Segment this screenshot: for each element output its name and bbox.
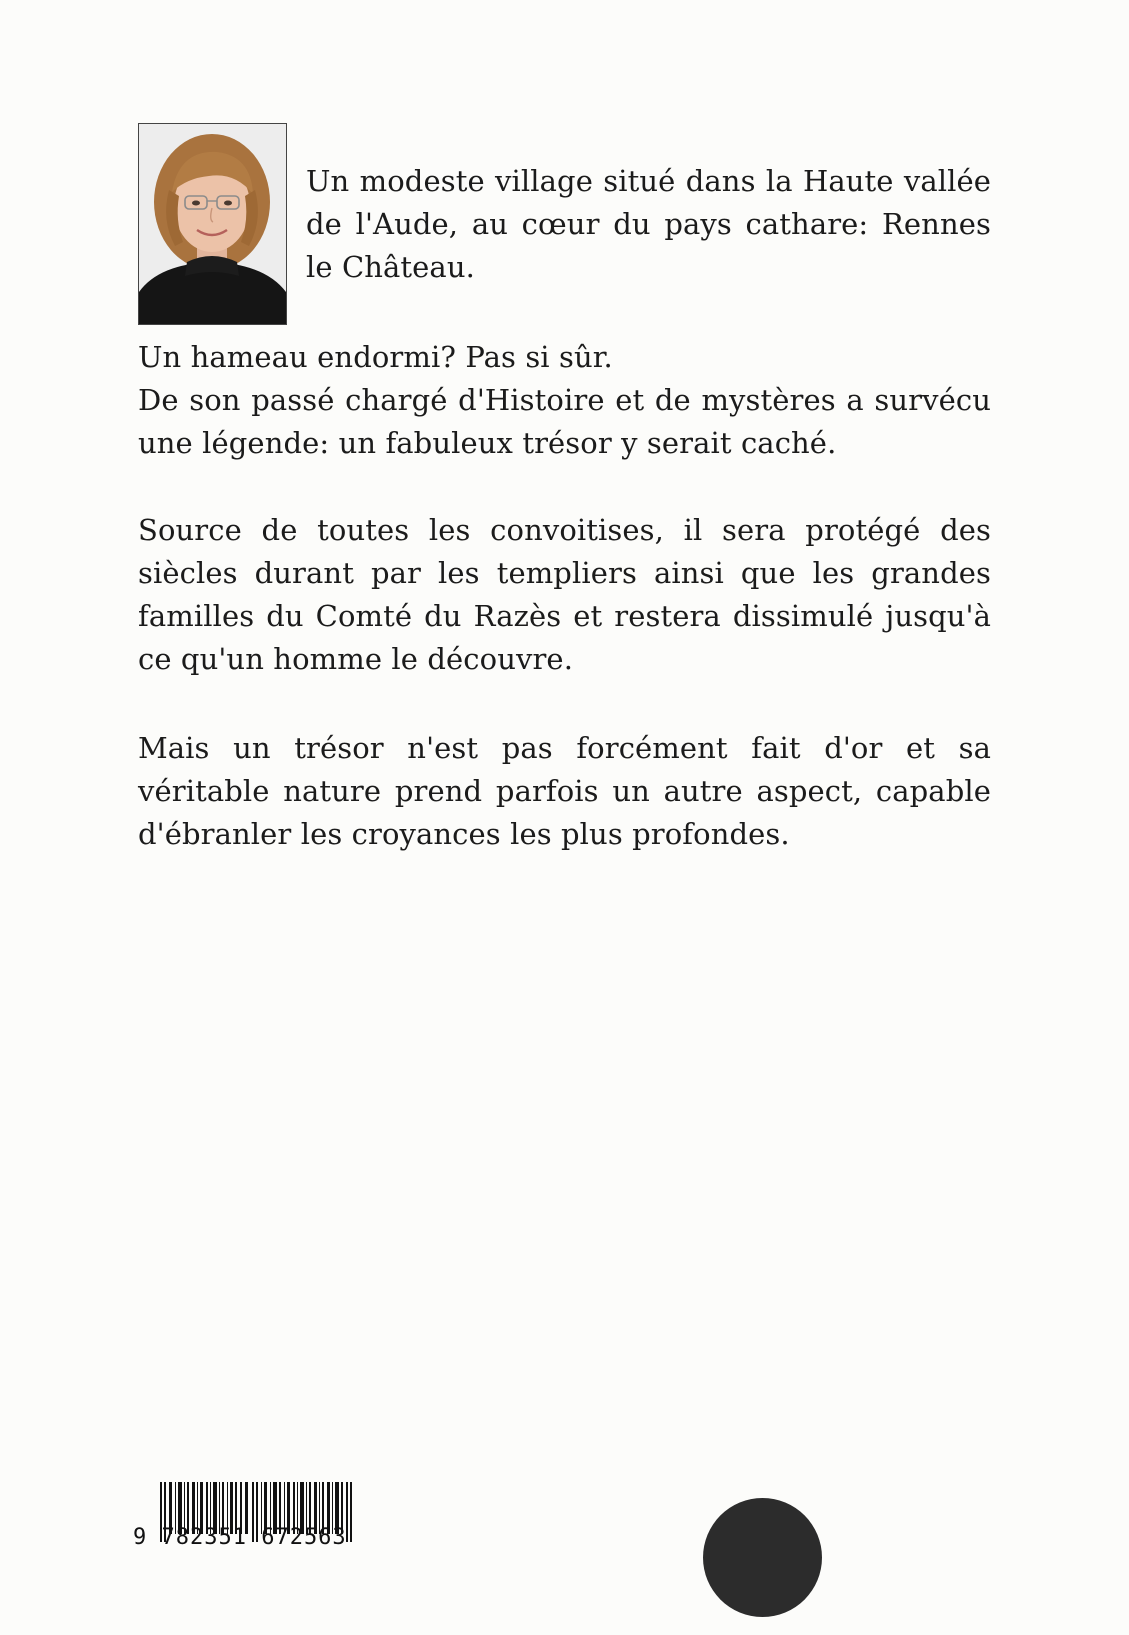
author-portrait-icon <box>139 124 286 324</box>
author-portrait <box>138 123 287 325</box>
teaser-paragraph <box>138 336 991 465</box>
intro-paragraph: Un modeste village situé dans la Haute vallée de l'Aude, au cœur du pays cathare: Rennes le Château. <box>306 164 991 284</box>
decorative-black-circle <box>703 1498 822 1617</box>
closing-paragraph: Mais un trésor n'est pas forcément fait d'or et sa véritable nature prend parfois un autre aspect, capable d'ébranler les croyances les plus profondes. <box>138 731 991 851</box>
teaser-legend: De son passé chargé d'Histoire et de mystères a survécu une légende: un fabuleux trésor y serait caché. <box>138 383 991 460</box>
isbn-digits: 9 782351 672563 <box>133 1525 347 1550</box>
teaser-question: Un hameau endormi? Pas si sûr. <box>138 340 613 374</box>
history-paragraph: Source de toutes les convoitises, il sera protégé des siècles durant par les templiers ainsi que les grandes familles du Comté du Razès et restera dissimulé jusqu'à ce qu'un homme le découvre. <box>138 513 991 676</box>
